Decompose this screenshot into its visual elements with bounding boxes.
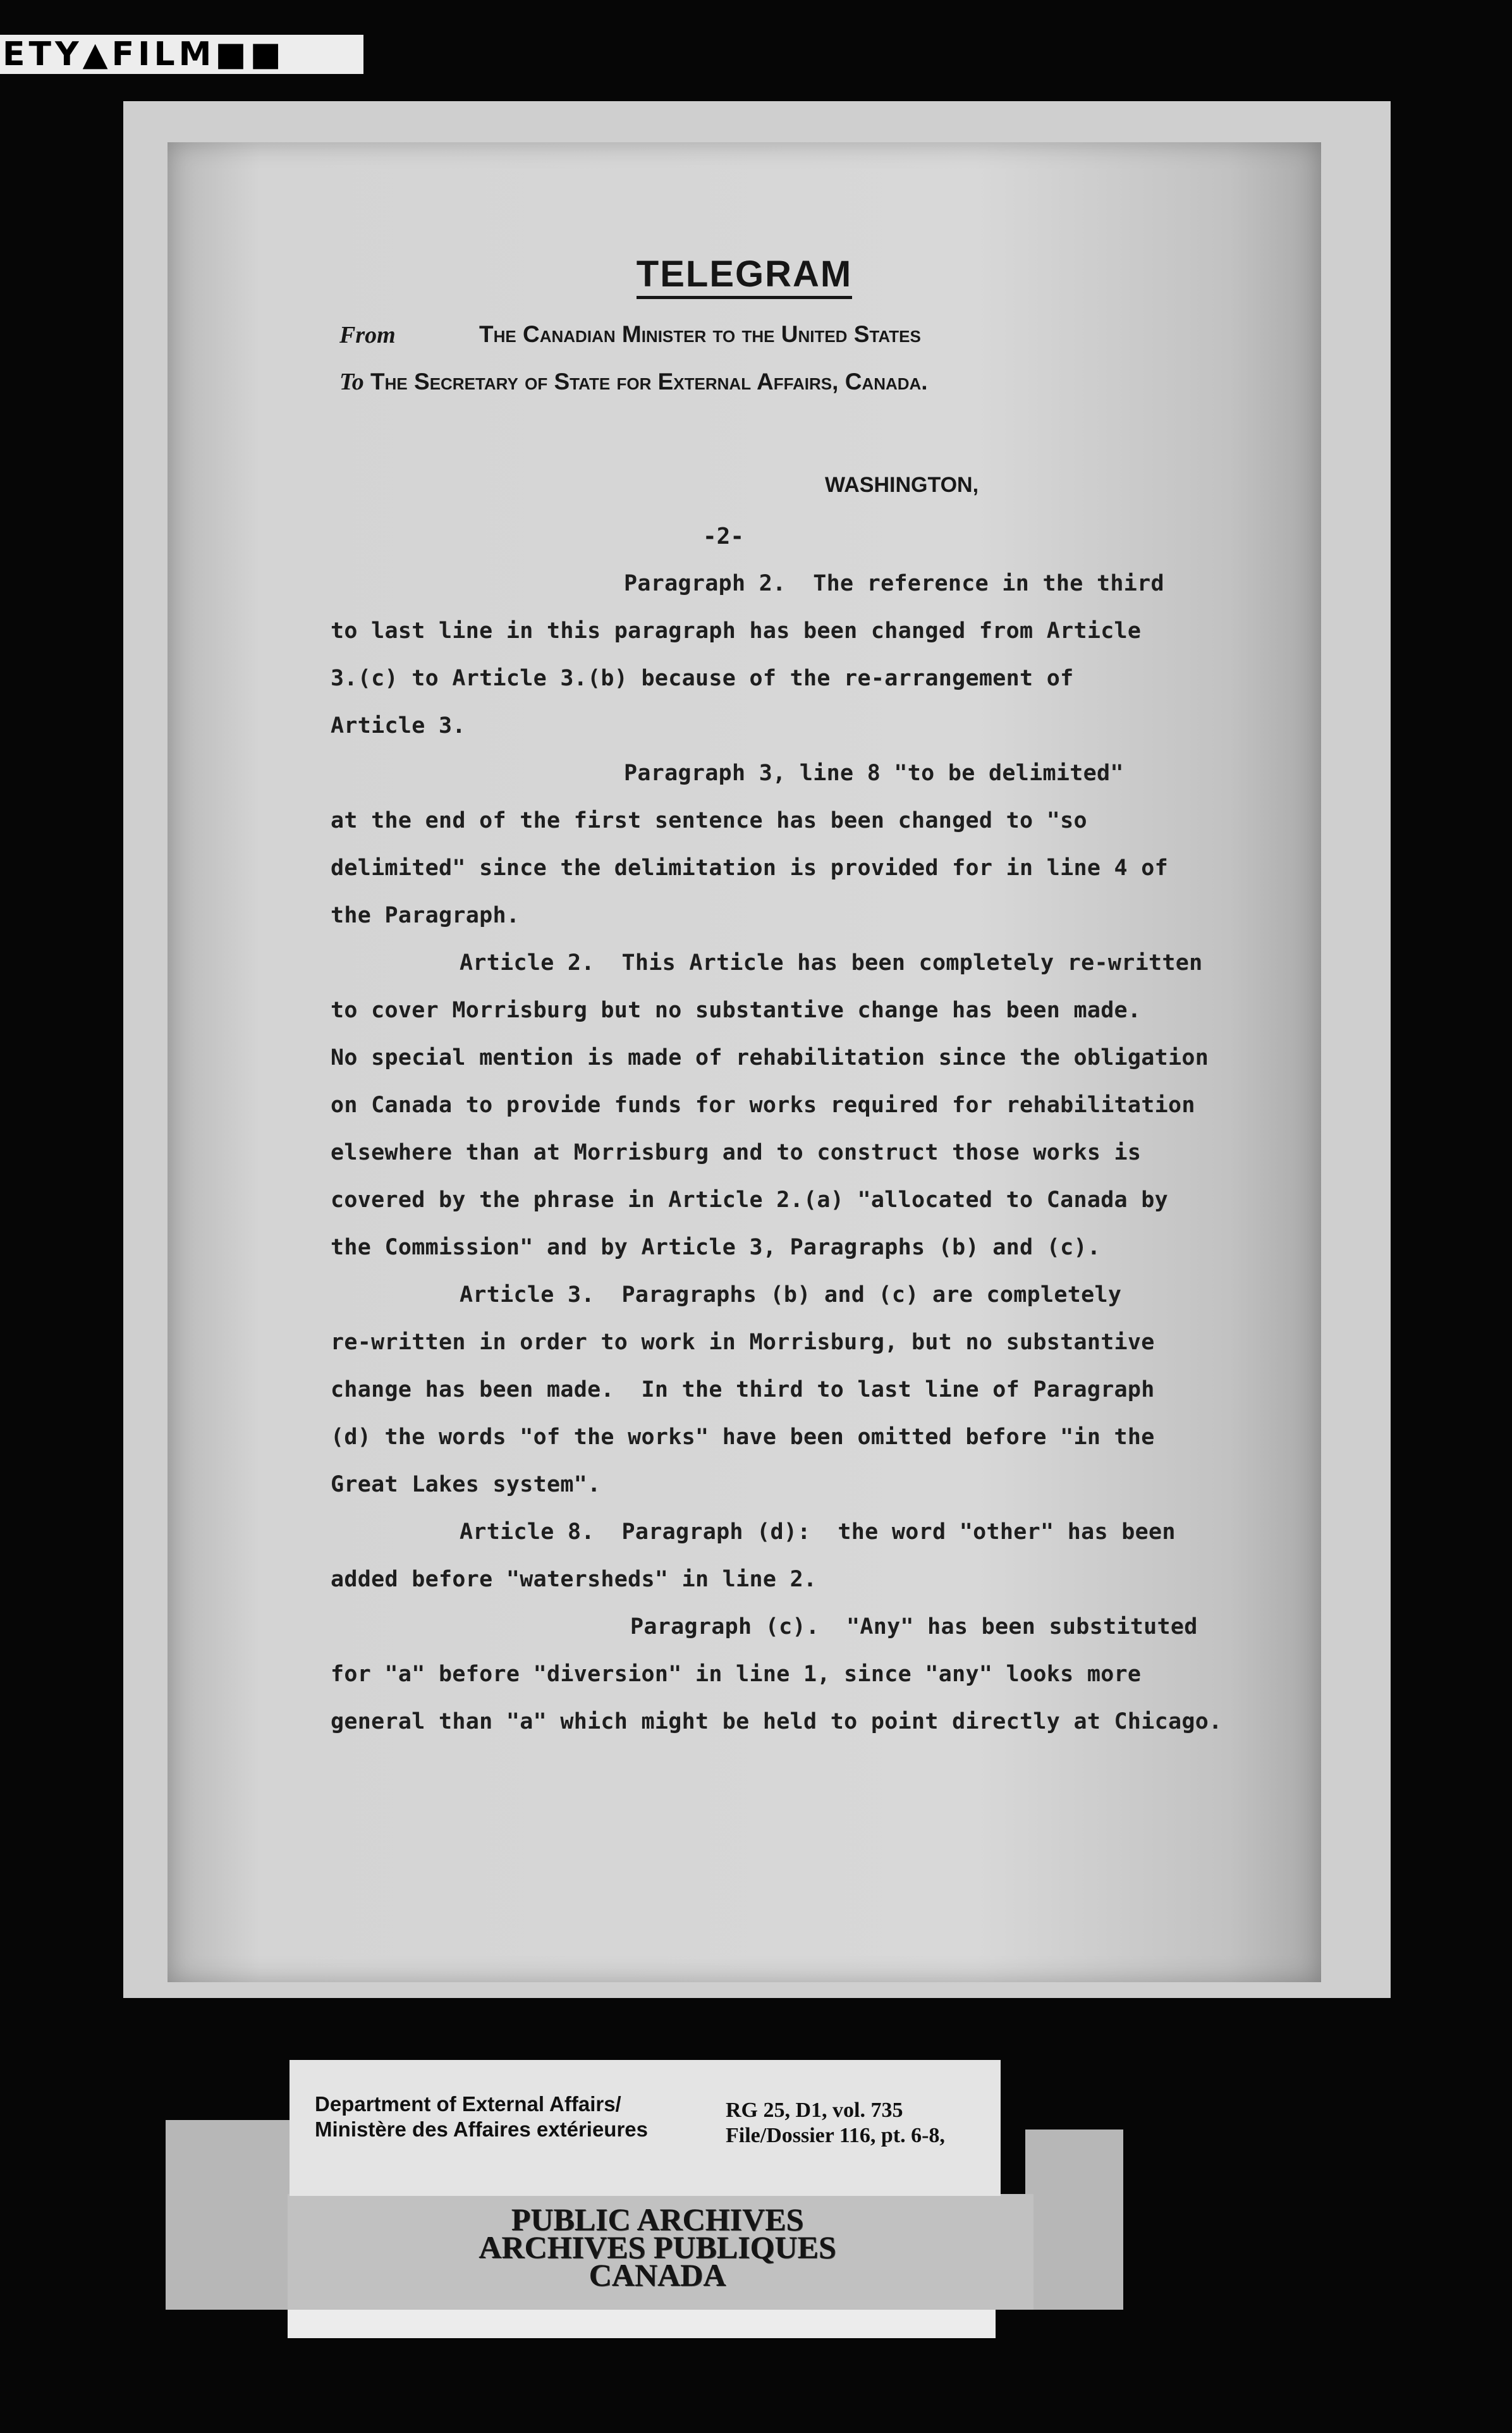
body-line: to cover Morrisburg but no substantive change has been made. <box>331 998 1142 1023</box>
archive-reference-label <box>290 2060 1001 2196</box>
body-line: Paragraph 3, line 8 "to be delimited" <box>624 761 1124 786</box>
from-label: From <box>339 322 396 348</box>
body-line: (d) the words "of the works" have been omitted before "in the <box>331 1425 1155 1450</box>
body-line: general than "a" which might be held to point directly at Chicago. <box>331 1709 1222 1734</box>
body-line: Article 3. <box>331 713 466 738</box>
body-line: for "a" before "diversion" in line 1, since "any" looks more <box>331 1662 1142 1687</box>
to-label: To <box>339 369 364 395</box>
body-line: No special mention is made of rehabilitation since the obligation <box>331 1045 1209 1070</box>
place-line: WASHINGTON, <box>825 473 979 497</box>
body-line: covered by the phrase in Article 2.(a) "allocated to Canada by <box>331 1187 1169 1213</box>
film-strip-label: ETY▲FILM■■ <box>0 35 363 74</box>
body-line: Great Lakes system". <box>331 1472 601 1497</box>
telegram-title-text: TELEGRAM <box>637 254 852 299</box>
stamp-line-3: CANADA <box>588 2257 726 2293</box>
department-block <box>315 2092 648 2142</box>
from-line <box>339 321 921 349</box>
body-line: on Canada to provide funds for works required for rehabilitation <box>331 1093 1195 1118</box>
department-en: Department of External Affairs/ <box>315 2092 621 2116</box>
body-line: change has been made. In the third to last line of Paragraph <box>331 1377 1155 1402</box>
to-value: The Secretary of State for External Affairs, Canada. <box>370 369 928 395</box>
body-line: Article 3. Paragraphs (b) and (c) are completely <box>460 1282 1122 1308</box>
stamp-foot-strip <box>288 2310 996 2338</box>
public-archives-stamp <box>442 2202 872 2293</box>
stamp-tab-left <box>166 2120 295 2310</box>
body-line: Article 2. This Article has been completely re-written <box>460 950 1203 976</box>
body-line: elsewhere than at Morrisburg and to construct those works is <box>331 1140 1142 1165</box>
body-line: Paragraph (c). "Any" has been substituted <box>630 1614 1198 1639</box>
department-fr: Ministère des Affaires extérieures <box>315 2117 649 2141</box>
body-line: the Paragraph. <box>331 903 520 928</box>
body-line: re-written in order to work in Morrisburg, but no substantive <box>331 1330 1155 1355</box>
telegram-page <box>168 142 1321 1982</box>
stamp-tab-right <box>1025 2130 1123 2310</box>
body-line: added before "watersheds" in line 2. <box>331 1567 817 1592</box>
body-line: delimited" since the delimitation is provided for in line 4 of <box>331 855 1169 881</box>
stamp-line-2: ARCHIVES PUBLIQUES <box>479 2229 836 2265</box>
file-dossier: File/Dossier 116, pt. 6-8, <box>726 2124 945 2147</box>
body-line: at the end of the first sentence has been changed to "so <box>331 808 1087 833</box>
from-value: The Canadian Minister to the United States <box>479 321 921 347</box>
stamp-line-1: PUBLIC ARCHIVES <box>511 2202 804 2237</box>
body-line: the Commission" and by Article 3, Paragraphs (b) and (c). <box>331 1235 1101 1260</box>
page-number: -2- <box>703 524 745 549</box>
body-line: to last line in this paragraph has been changed from Article <box>331 618 1142 644</box>
body-line: 3.(c) to Article 3.(b) because of the re-arrangement of <box>331 666 1074 691</box>
telegram-title <box>168 253 1321 295</box>
body-line: Article 8. Paragraph (d): the word "other" has been <box>460 1519 1176 1545</box>
record-group-block <box>726 2098 945 2148</box>
body-line: Paragraph 2. The reference in the third <box>624 571 1164 596</box>
to-line <box>339 368 928 396</box>
record-group: RG 25, D1, vol. 735 <box>726 2099 903 2122</box>
